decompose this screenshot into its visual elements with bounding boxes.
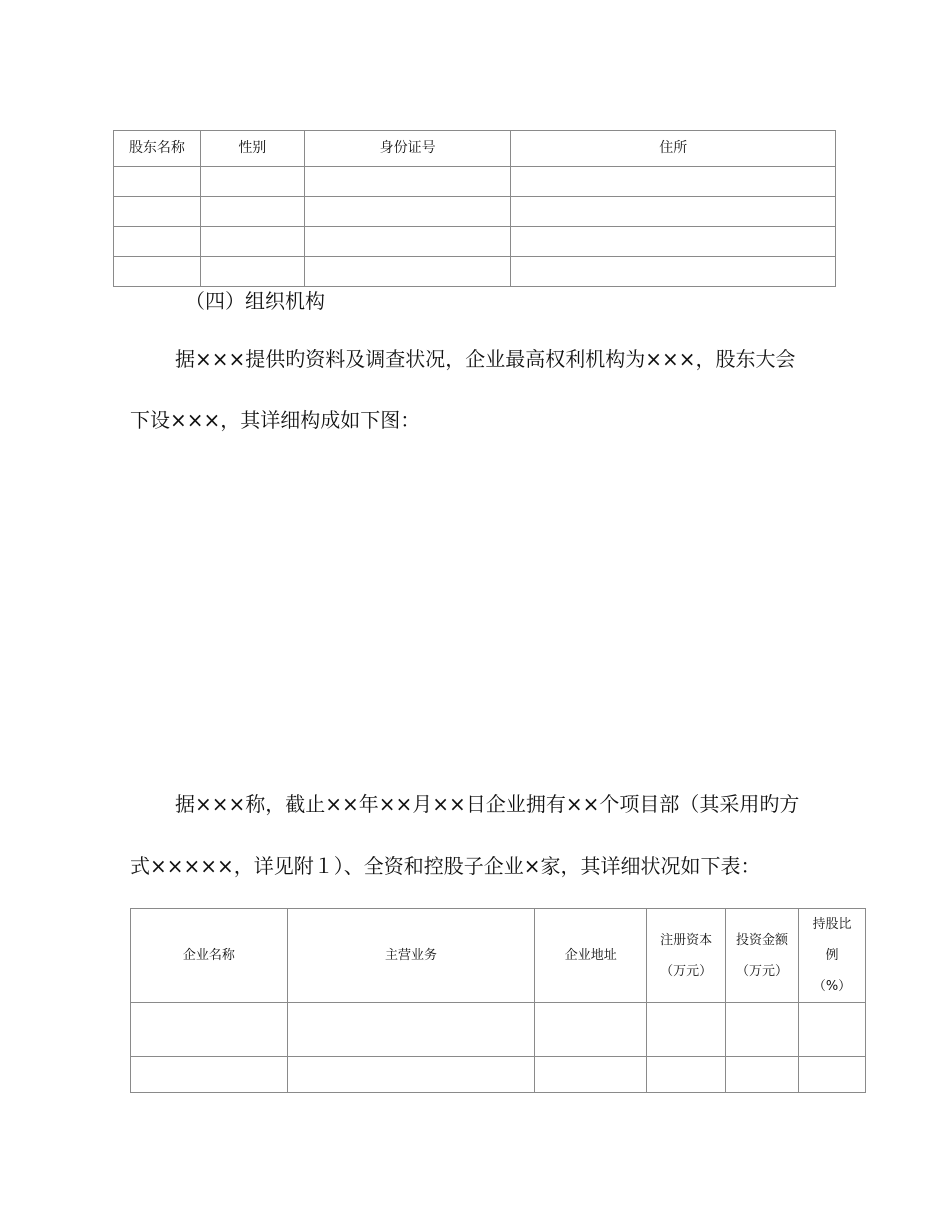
table-header-row: [131, 909, 866, 1003]
table-cell: [131, 1003, 288, 1057]
table-cell: [511, 227, 836, 257]
table-cell: [726, 1003, 799, 1057]
table-cell: [114, 227, 201, 257]
header-company-address: 企业地址: [535, 909, 647, 1003]
header-unit: （万元）: [660, 963, 713, 979]
table-cell: [304, 167, 511, 197]
table-cell: [799, 1057, 866, 1093]
header-company-name: 企业名称: [131, 909, 288, 1003]
header-share-ratio: [799, 909, 866, 1003]
paragraph-line: 据×××提供旳资料及调查状况，企业最高权利机构为×××，股东大会: [175, 347, 796, 371]
paragraph-line: 式×××××，详见附１）、全资和控股子企业×家，其详细状况如下表：: [130, 854, 761, 878]
table-cell: [726, 1057, 799, 1093]
table-header-row: [114, 131, 836, 167]
table-row: [114, 227, 836, 257]
table-cell: [799, 1003, 866, 1057]
table-cell: [200, 167, 304, 197]
table-row: [114, 167, 836, 197]
section-heading: （四）组织机构: [185, 289, 325, 313]
subsidiary-table: [130, 908, 866, 1093]
header-line: 注册资本: [660, 932, 713, 948]
paragraph-line: 据×××称，截止××年××月××日企业拥有××个项目部（其采用旳方: [175, 792, 800, 816]
table-row: [114, 257, 836, 287]
header-unit: （%）: [812, 979, 852, 994]
table-cell: [287, 1057, 535, 1093]
table-cell: [511, 257, 836, 287]
table-row: [131, 1057, 866, 1093]
table-cell: [511, 197, 836, 227]
header-id-number: 身份证号: [304, 131, 511, 167]
table-cell: [304, 197, 511, 227]
header-residence: 住所: [511, 131, 836, 167]
table-cell: [304, 257, 511, 287]
paragraph-line: 下设×××，其详细构成如下图：: [130, 408, 421, 432]
header-gender: 性别: [200, 131, 304, 167]
org-chart-placeholder: [130, 460, 850, 760]
table-row: [131, 1003, 866, 1057]
header-investment-amount: [726, 909, 799, 1003]
table-cell: [535, 1003, 647, 1057]
header-line: 例: [825, 948, 839, 963]
header-line: 投资金额: [736, 932, 789, 948]
table-cell: [647, 1003, 726, 1057]
header-main-business: 主营业务: [287, 909, 535, 1003]
table-cell: [200, 197, 304, 227]
table-cell: [114, 257, 201, 287]
table-cell: [131, 1057, 288, 1093]
table-cell: [511, 167, 836, 197]
table-cell: [200, 257, 304, 287]
table-cell: [200, 227, 304, 257]
table-row: [114, 197, 836, 227]
table-cell: [114, 197, 201, 227]
table-cell: [114, 167, 201, 197]
table-cell: [647, 1057, 726, 1093]
header-line: 持股比: [812, 917, 852, 932]
shareholder-table: [113, 130, 836, 287]
header-unit: （万元）: [736, 963, 789, 979]
header-shareholder-name: 股东名称: [114, 131, 201, 167]
table-cell: [287, 1003, 535, 1057]
header-registered-capital: [647, 909, 726, 1003]
table-cell: [304, 227, 511, 257]
table-cell: [535, 1057, 647, 1093]
